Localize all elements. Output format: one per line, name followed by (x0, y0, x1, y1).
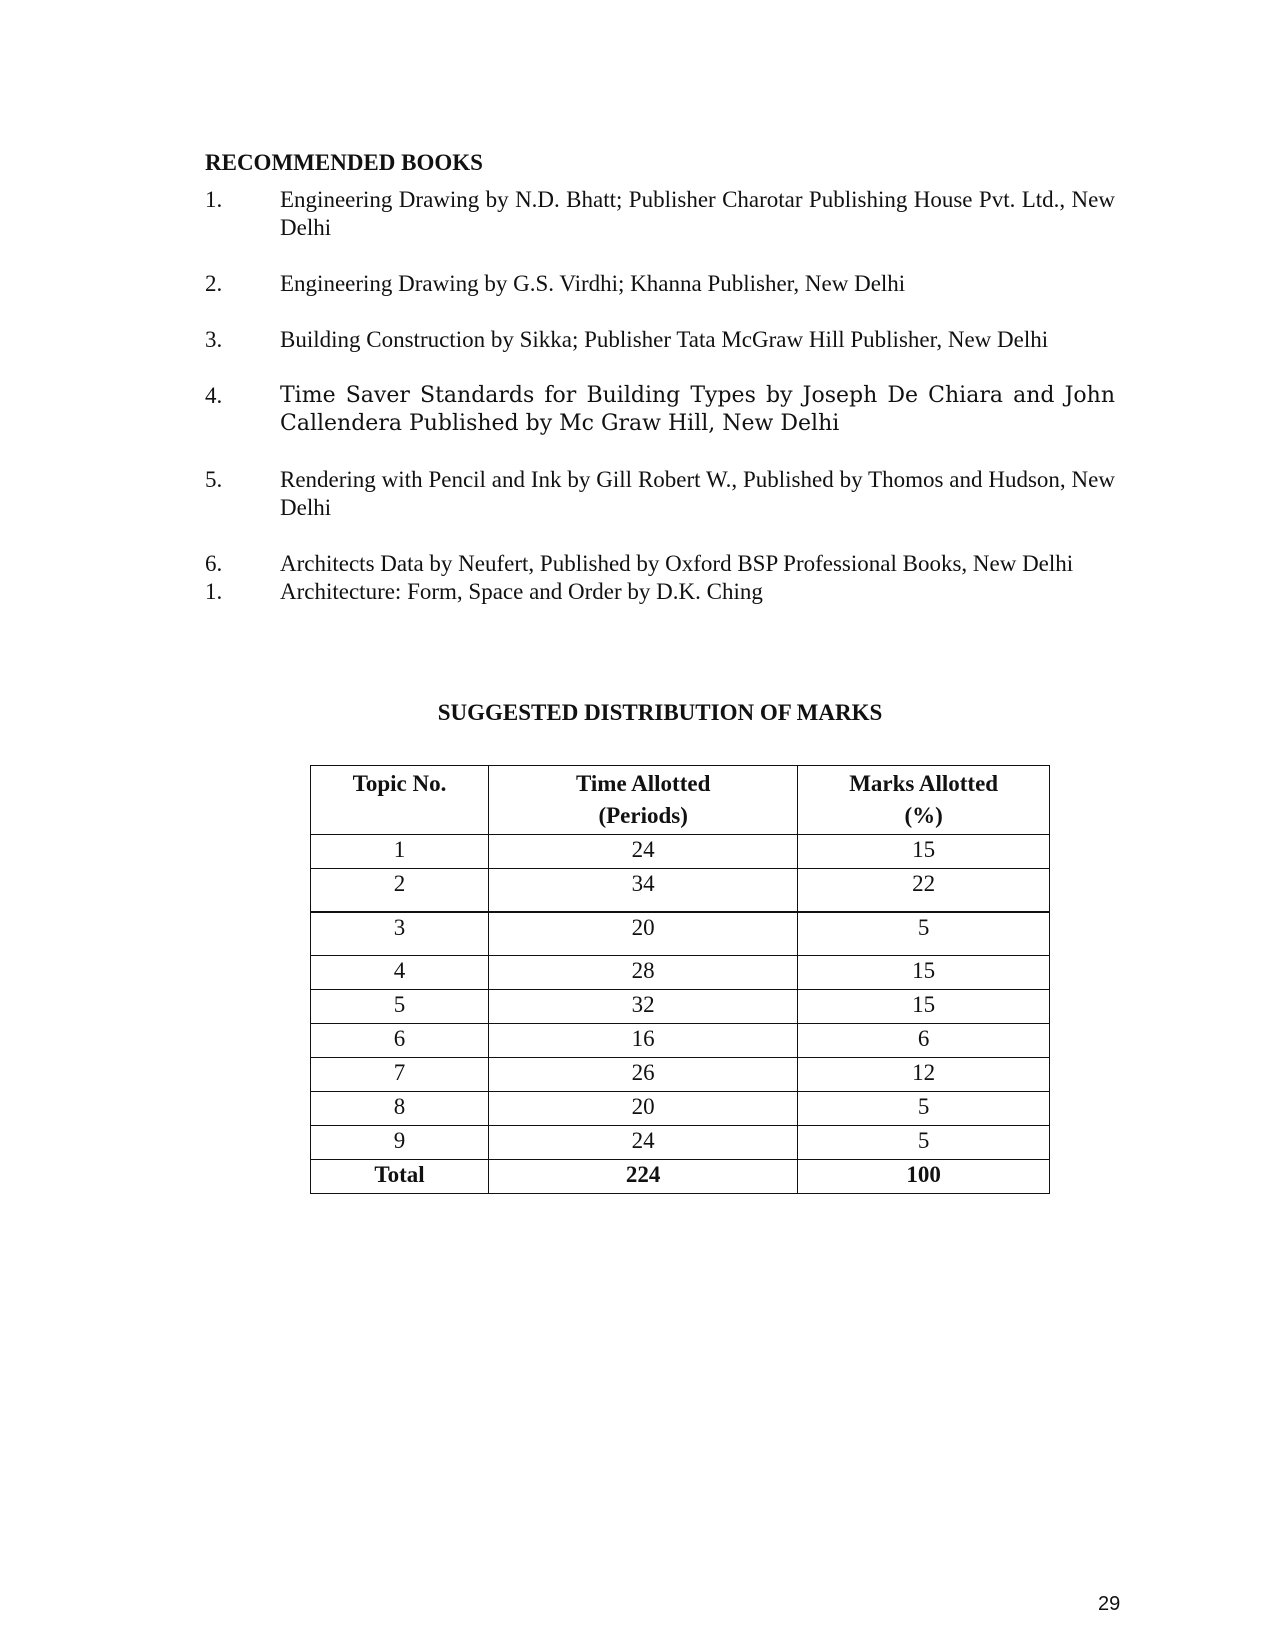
topic-cell: 5 (311, 990, 489, 1024)
table-row (311, 956, 1050, 990)
table-row (311, 912, 1050, 956)
page-number: 29 (1098, 1593, 1121, 1615)
time-cell: 20 (489, 912, 798, 956)
book-number: 1. (205, 579, 223, 604)
time-cell: 16 (489, 1024, 798, 1058)
header-topic-no (311, 766, 489, 835)
table-row (311, 869, 1050, 913)
table-row (311, 1126, 1050, 1160)
table-row (311, 1058, 1050, 1092)
book-item (205, 382, 1115, 438)
table-row (311, 1024, 1050, 1058)
topic-cell: 9 (311, 1126, 489, 1160)
total-label-cell: Total (311, 1160, 489, 1194)
topic-cell: 1 (311, 835, 489, 869)
topic-cell: 3 (311, 912, 489, 956)
header-time-allotted (489, 766, 798, 835)
time-cell: 26 (489, 1058, 798, 1092)
book-text: Building Construction by Sikka; Publisher Tata McGraw Hill Publisher, New Delhi (280, 327, 1049, 352)
marks-cell: 15 (798, 990, 1050, 1024)
book-number: 6. (205, 551, 223, 576)
marks-cell: 6 (798, 1024, 1050, 1058)
header-time-unit: (Periods) (598, 803, 688, 828)
topic-cell: 6 (311, 1024, 489, 1058)
total-time-cell: 224 (489, 1160, 798, 1194)
table-row (311, 990, 1050, 1024)
table-row (311, 835, 1050, 869)
book-item (205, 466, 1115, 522)
book-number: 4. (205, 383, 223, 408)
marks-distribution-table (310, 765, 1050, 1194)
marks-cell: 15 (798, 835, 1050, 869)
time-cell: 32 (489, 990, 798, 1024)
header-time-label: Time Allotted (575, 771, 711, 796)
marks-cell: 5 (798, 1092, 1050, 1126)
time-cell: 24 (489, 835, 798, 869)
book-item (205, 326, 1115, 354)
book-item (205, 550, 1115, 578)
marks-distribution-title: SUGGESTED DISTRIBUTION OF MARKS (437, 700, 883, 725)
book-text: Rendering with Pencil and Ink by Gill Robert W., Published by Thomos and Hudson, New Delhi (280, 467, 1115, 520)
recommended-books-list (205, 186, 1115, 606)
book-text: Time Saver Standards for Building Types by Joseph De Chiara and John Callendera Published by Mc Graw Hill, New Delhi (280, 383, 1115, 436)
recommended-books-heading: RECOMMENDED BOOKS (205, 150, 483, 175)
book-text: Architects Data by Neufert, Published by Oxford BSP Professional Books, New Delhi (280, 551, 1074, 576)
total-marks-cell: 100 (798, 1160, 1050, 1194)
book-number: 2. (205, 271, 223, 296)
book-text: Engineering Drawing by N.D. Bhatt; Publisher Charotar Publishing House Pvt. Ltd., New Delhi (280, 187, 1115, 240)
book-item (205, 578, 1115, 606)
book-text: Architecture: Form, Space and Order by D.K. Ching (280, 579, 763, 604)
marks-cell: 5 (798, 912, 1050, 956)
book-number: 5. (205, 467, 223, 492)
book-number: 1. (205, 187, 223, 212)
header-topic-label: Topic No. (352, 771, 447, 796)
header-marks-unit: (%) (904, 803, 943, 828)
book-item (205, 270, 1115, 298)
marks-cell: 15 (798, 956, 1050, 990)
book-item (205, 186, 1115, 242)
time-cell: 34 (489, 869, 798, 913)
topic-cell: 8 (311, 1092, 489, 1126)
book-text: Engineering Drawing by G.S. Virdhi; Khanna Publisher, New Delhi (280, 271, 906, 296)
topic-cell: 2 (311, 869, 489, 913)
header-marks-allotted (798, 766, 1050, 835)
time-cell: 20 (489, 1092, 798, 1126)
topic-cell: 7 (311, 1058, 489, 1092)
table-row (311, 1092, 1050, 1126)
marks-cell: 12 (798, 1058, 1050, 1092)
table-header-row (311, 766, 1050, 835)
header-marks-label: Marks Allotted (849, 771, 999, 796)
book-number: 3. (205, 327, 223, 352)
time-cell: 28 (489, 956, 798, 990)
topic-cell: 4 (311, 956, 489, 990)
time-cell: 24 (489, 1126, 798, 1160)
marks-cell: 22 (798, 869, 1050, 913)
total-row (311, 1160, 1050, 1194)
marks-cell: 5 (798, 1126, 1050, 1160)
